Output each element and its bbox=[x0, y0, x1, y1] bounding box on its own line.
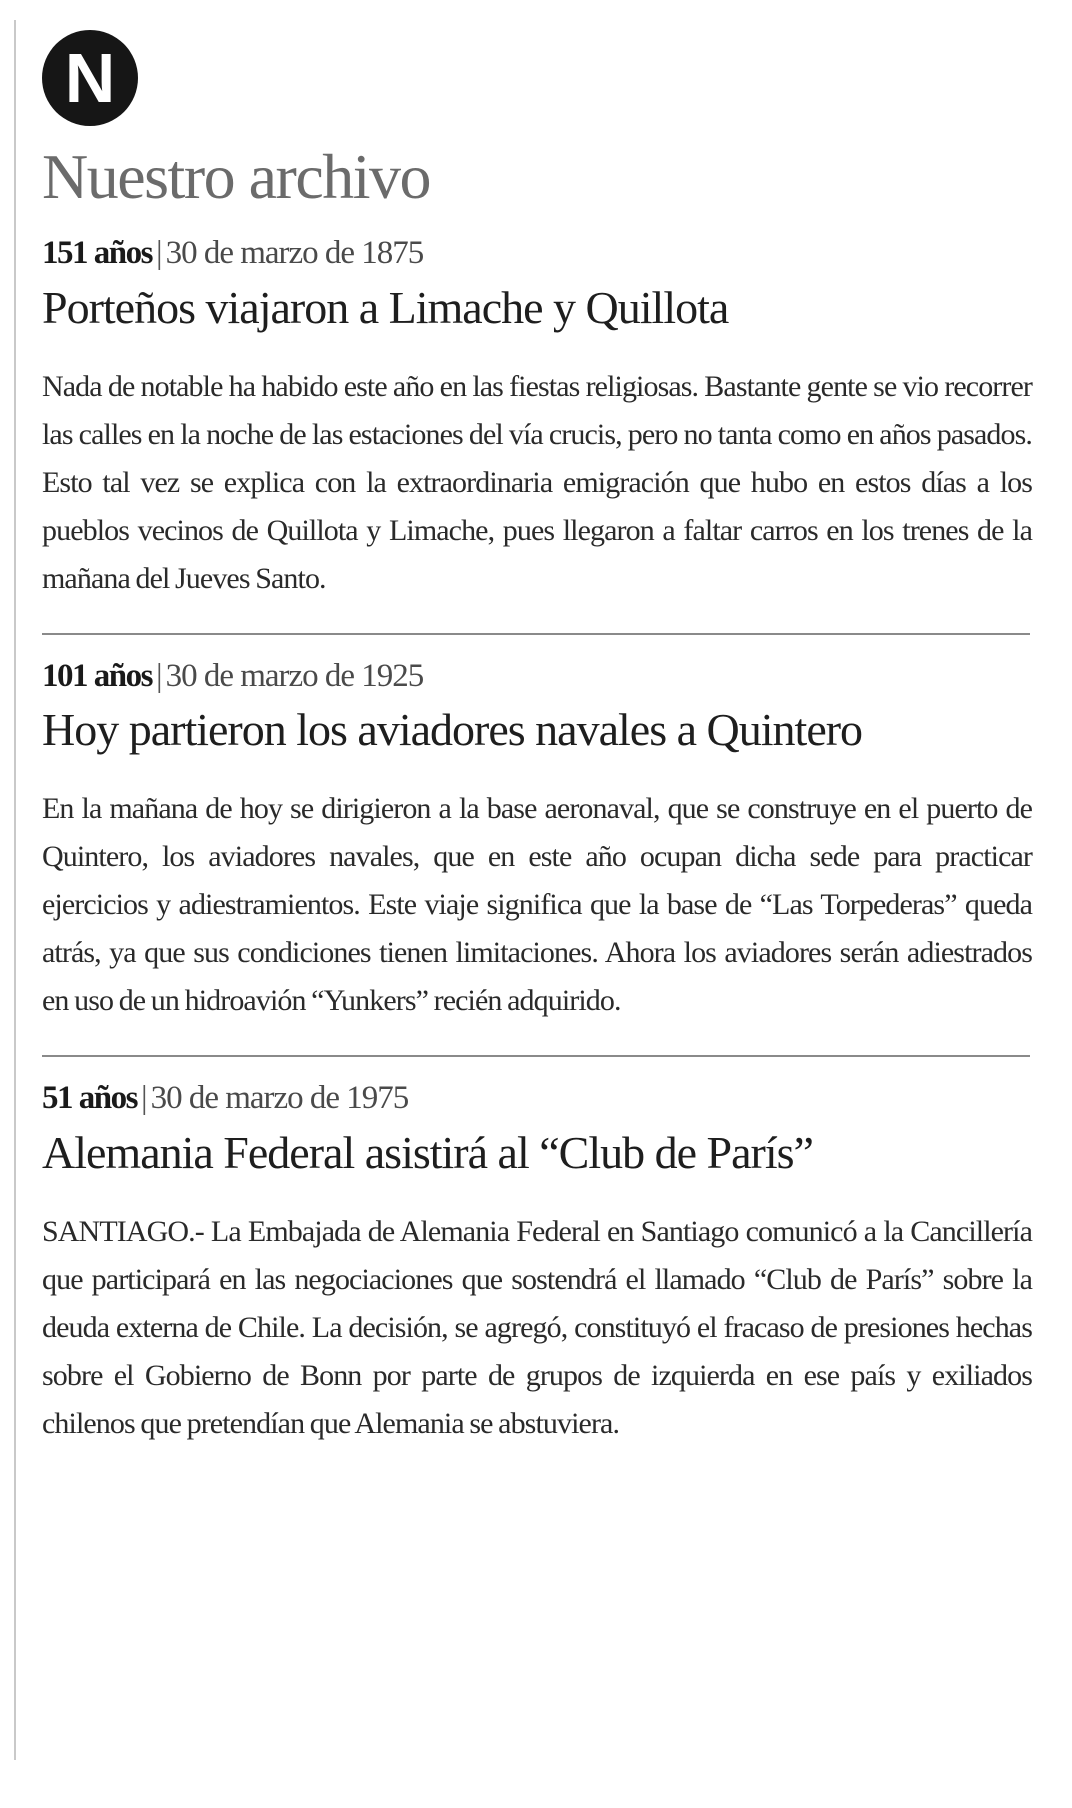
article-years: 101 años bbox=[42, 657, 152, 694]
meta-separator: | bbox=[155, 657, 162, 694]
article-date: 30 de marzo de 1875 bbox=[165, 235, 424, 272]
article-meta bbox=[42, 1079, 1032, 1119]
archive-article bbox=[42, 234, 1032, 602]
article-body: Nada de notable ha habido este año en las fiestas religiosas. Bastante gente se vio recorrer las calles en la noche de las estaciones del vía crucis, pero no tanta como en años pasados. Esto tal vez se explica con la extraordinaria emigración que hubo en estos días a los pueblos vecinos de Quillota y Limache, pues llegaron a faltar carros en los trenes de la mañana del Jueves Santo. bbox=[42, 369, 1032, 595]
archive-article bbox=[42, 657, 1032, 1025]
logo-letter: N bbox=[64, 39, 116, 117]
article-years: 151 años bbox=[42, 235, 152, 272]
meta-separator: | bbox=[140, 1080, 147, 1117]
article-divider bbox=[42, 1055, 1030, 1057]
newspaper-logo bbox=[42, 30, 138, 126]
article-headline: Alemania Federal asistirá al “Club de París” bbox=[42, 1126, 813, 1178]
article-body: En la mañana de hoy se dirigieron a la base aeronaval, que se construye en el puerto de Quintero, los aviadores navales, que en este año ocupan dicha sede para practicar ejercicios y adiestramientos. Este viaje significa que la base de “Las Torpederas” queda atrás, ya que sus condiciones tienen limitaciones. Ahora los aviadores serán adiestrados en uso de un hidroavión “Yunkers” recién adquirido. bbox=[42, 792, 1032, 1018]
article-meta bbox=[42, 234, 1032, 274]
article-date: 30 de marzo de 1925 bbox=[165, 657, 424, 694]
section-title: Nuestro archivo bbox=[42, 141, 431, 212]
archive-article bbox=[42, 1079, 1032, 1447]
column-rule bbox=[14, 20, 16, 1760]
article-divider bbox=[42, 633, 1030, 635]
article-date: 30 de marzo de 1975 bbox=[150, 1080, 409, 1117]
article-body: SANTIAGO.- La Embajada de Alemania Federal en Santiago comunicó a la Cancillería que participará en las negociaciones que sostendrá el llamado “Club de París” sobre la deuda externa de Chile. La decisión, se agregó, constituyó el fracaso de presiones hechas sobre el Gobierno de Bonn por parte de grupos de izquierda en ese país y exiliados chilenos que pretendían que Alemania se abstuviera. bbox=[42, 1214, 1032, 1440]
meta-separator: | bbox=[155, 235, 162, 272]
article-headline: Porteños viajaron a Limache y Quillota bbox=[42, 281, 729, 333]
article-headline: Hoy partieron los aviadores navales a Quintero bbox=[42, 704, 863, 756]
article-meta bbox=[42, 657, 1032, 697]
archive-column bbox=[42, 30, 1032, 1448]
article-years: 51 años bbox=[42, 1080, 137, 1117]
